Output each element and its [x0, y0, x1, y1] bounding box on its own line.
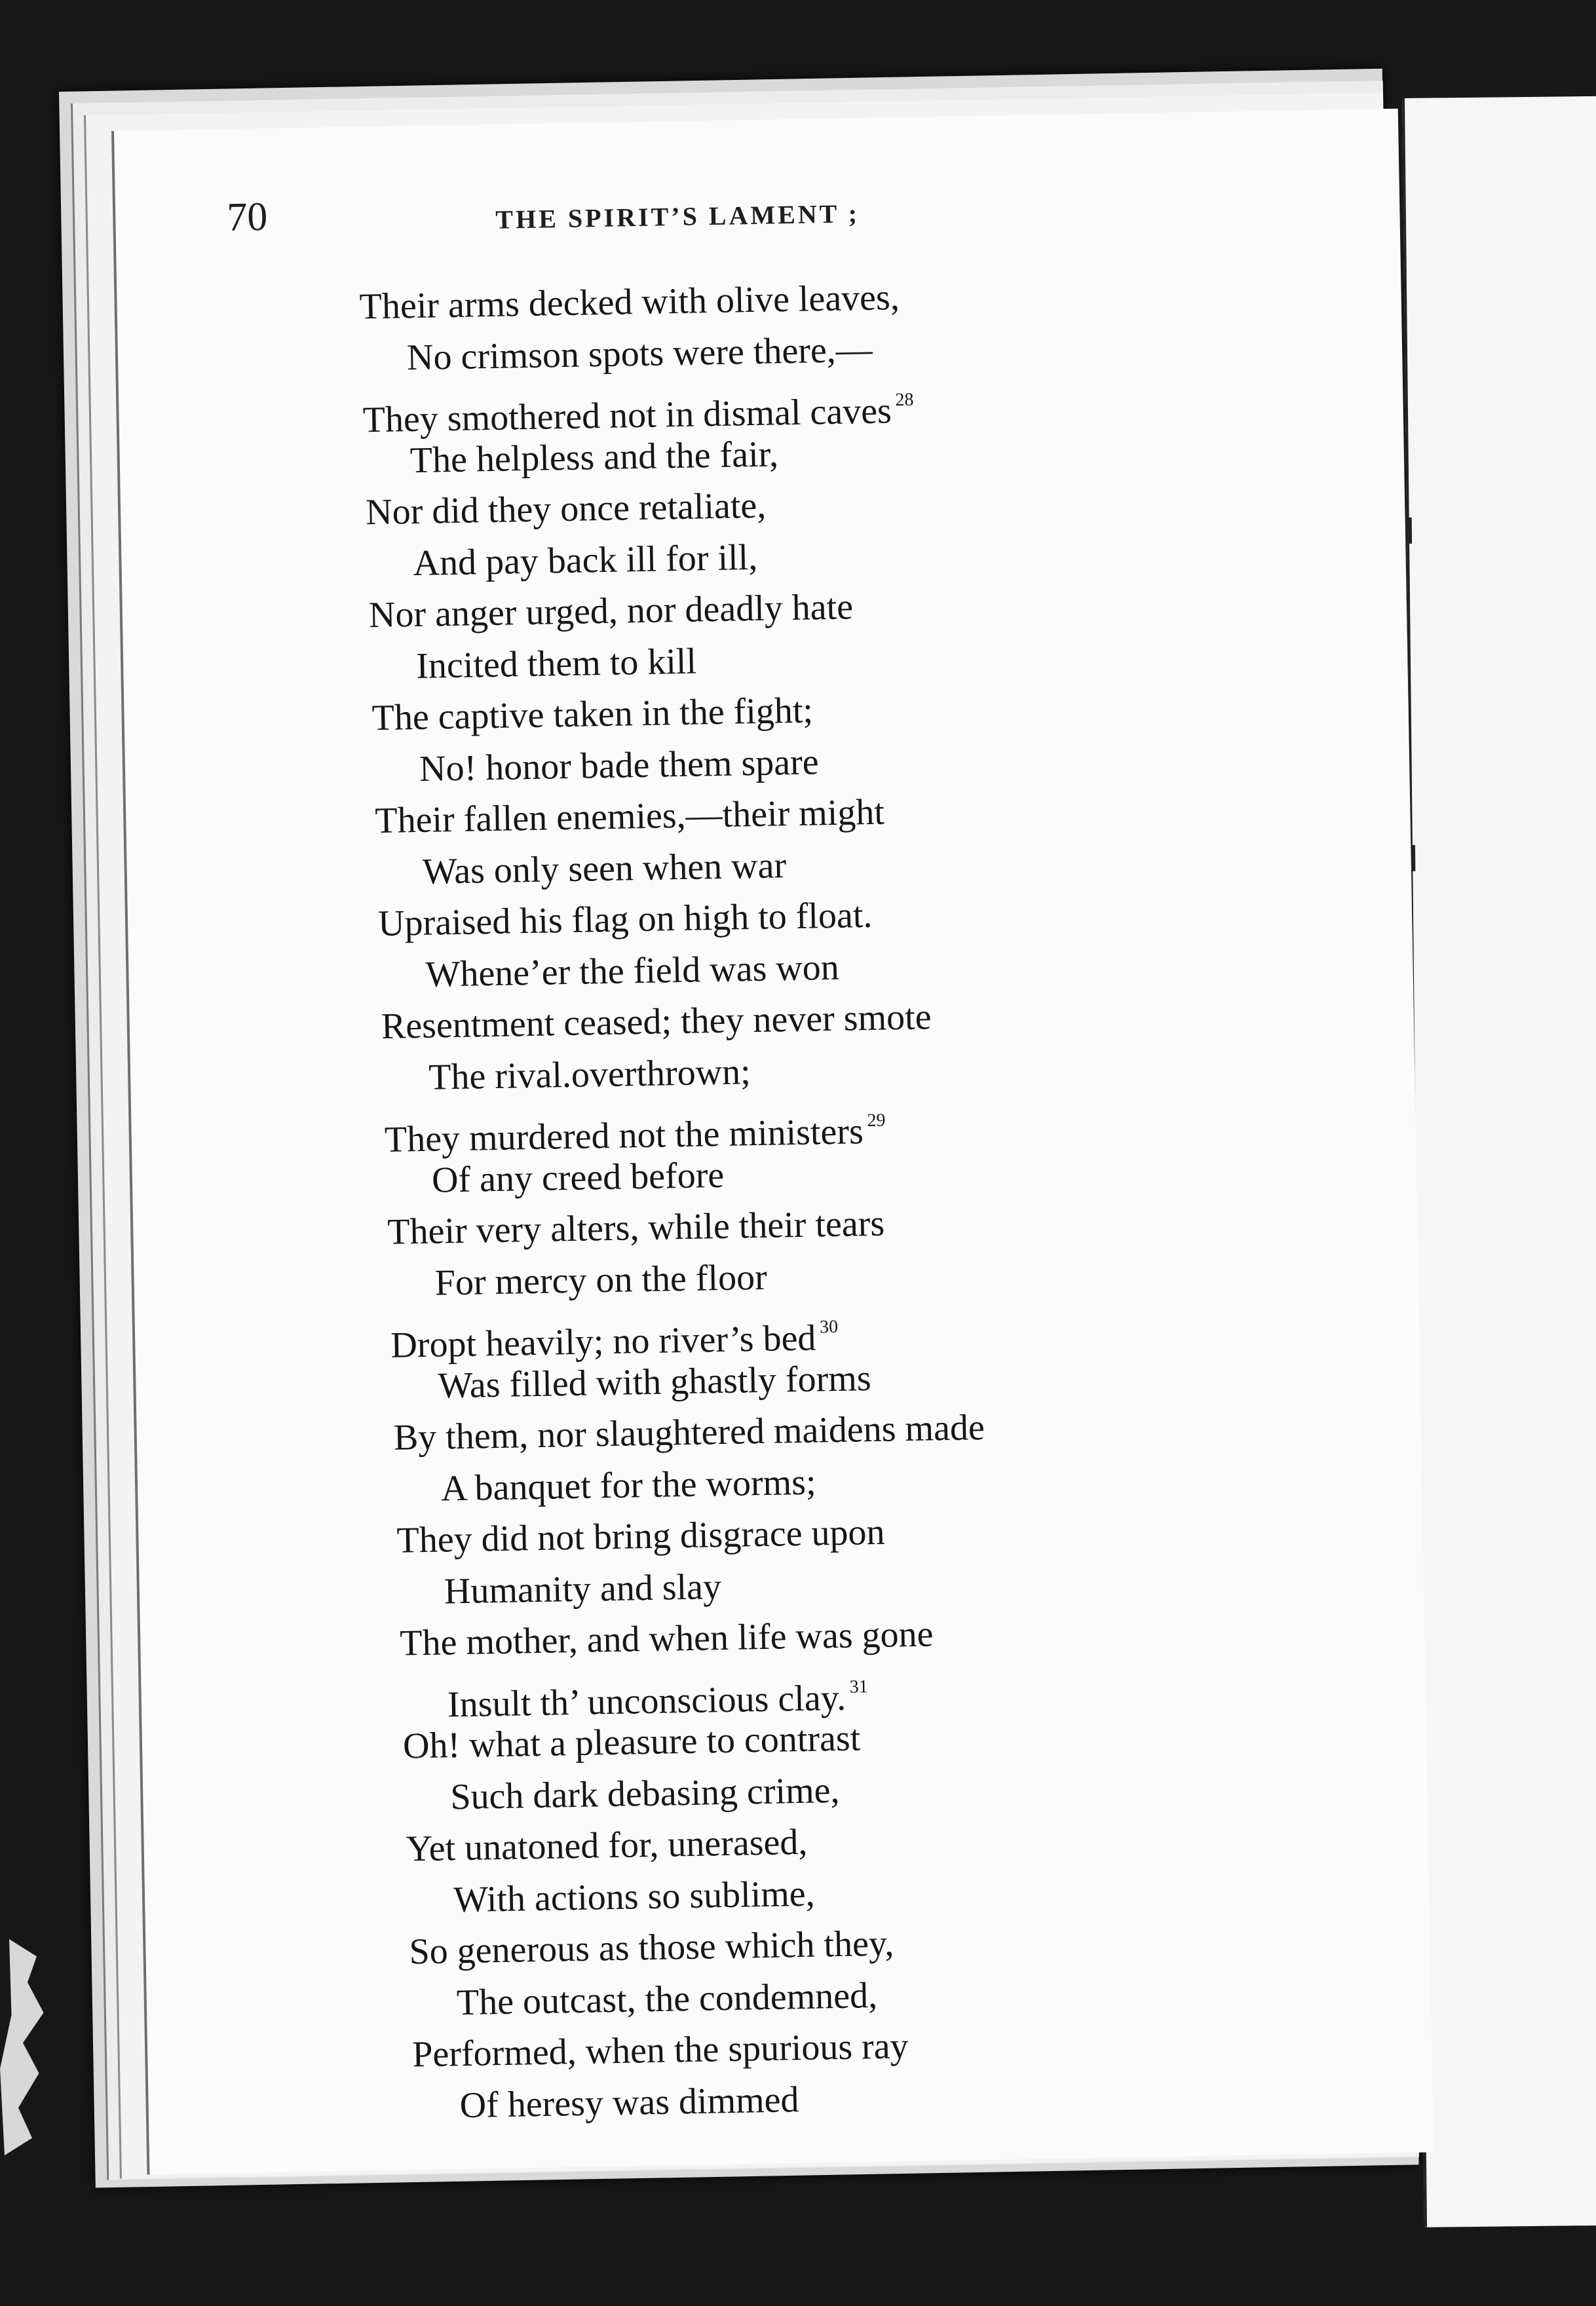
poem-line — [402, 1715, 860, 1769]
poem-line-text: They murdered not the ministers — [384, 1111, 864, 1160]
poem-line-text: No crimson spots were there,— — [406, 329, 873, 378]
book-page — [111, 109, 1434, 2175]
poem-line-text: Resentment ceased; they never smote — [381, 996, 932, 1048]
poem-line — [387, 1201, 885, 1255]
torn-paper-scrap — [0, 1939, 46, 2155]
poem-line-text: Whene’er the field was won — [425, 947, 840, 995]
page-header — [227, 178, 1210, 247]
poem-line-text: Was only seen when war — [422, 844, 787, 892]
poem-line — [431, 1152, 724, 1203]
poem-line — [441, 1459, 816, 1511]
poem-line-text: Insult th’ unconscious clay. — [447, 1677, 846, 1725]
poem-line — [371, 687, 813, 741]
poem-line-text: Their very alters, while their tears — [387, 1203, 885, 1253]
poem-line-text: They did not bring disgrace upon — [396, 1511, 885, 1561]
poem-line-text: The helpless and the fair, — [409, 433, 779, 481]
poem-line — [450, 1767, 840, 1819]
footnote-marker: 31 — [849, 1676, 868, 1697]
footnote-marker: 28 — [895, 389, 914, 411]
poem-line-text: Nor did they once retaliate, — [365, 485, 767, 533]
poem-line — [419, 739, 819, 792]
poem-line — [425, 944, 839, 997]
running-title: THE SPIRIT’S LAMENT ; — [495, 198, 860, 235]
poem-line — [412, 2023, 909, 2077]
poem-line — [375, 789, 885, 844]
poem-line — [400, 1611, 934, 1666]
poem-line — [453, 1870, 816, 1923]
footnote-marker: 30 — [819, 1316, 839, 1338]
poem-line-text: The captive taken in the fight; — [371, 690, 814, 739]
poem-line-text: A banquet for the worms; — [440, 1462, 817, 1509]
poem-line-text: Performed, when the spurious ray — [411, 2026, 909, 2075]
poem-line-text: Oh! what a pleasure to contrast — [402, 1718, 861, 1767]
poem-line-text: Was filled with ghastly forms — [437, 1357, 872, 1407]
poem-line-text: By them, nor slaughtered maidens made — [393, 1407, 985, 1458]
poem-line-text: Their arms decked with olive leaves, — [359, 277, 900, 328]
poem-line — [406, 326, 873, 380]
poem-line-text: They smothered not in dismal caves — [362, 390, 892, 441]
poem-line-text: Their fallen enemies,—their might — [374, 791, 885, 842]
poem-line — [368, 584, 853, 638]
poem-line-text: For mercy on the floor — [434, 1257, 768, 1304]
binding-mark — [1405, 518, 1412, 544]
poem-line — [366, 483, 767, 536]
footnote-marker: 29 — [867, 1110, 886, 1131]
poem-line-text: Dropt heavily; no river’s bed — [390, 1317, 816, 1366]
poem-line-text: Incited them to kill — [415, 641, 697, 687]
poem-line — [413, 534, 758, 586]
poem-line — [447, 1664, 868, 1725]
poem-body — [359, 267, 1374, 2144]
poem-line-text: Upraised his flag on high to float. — [377, 894, 873, 945]
poem-line — [459, 2077, 799, 2128]
poem-line — [444, 1564, 721, 1614]
poem-line — [362, 377, 914, 441]
poem-line — [428, 1049, 751, 1101]
poem-line — [434, 1254, 767, 1306]
poem-line — [378, 892, 873, 947]
poem-line-text: The mother, and when life was gone — [399, 1614, 934, 1664]
poem-line-text: Humanity and slay — [444, 1566, 722, 1612]
poem-line — [409, 1921, 894, 1975]
poem-line — [422, 842, 786, 895]
poem-line-text: And pay back ill for ill, — [413, 537, 758, 584]
poem-line — [416, 638, 697, 689]
poem-line-text: The rival.overthrown; — [428, 1051, 751, 1098]
poem-line-text: With actions so sublime, — [453, 1873, 816, 1920]
poem-line — [381, 994, 932, 1049]
poem-line-text: Of heresy was dimmed — [459, 2079, 800, 2126]
poem-line-text: Nor anger urged, nor deadly hate — [368, 586, 854, 636]
poem-line — [406, 1819, 808, 1872]
poem-line — [359, 274, 900, 330]
poem-line — [396, 1509, 885, 1564]
poem-line — [393, 1405, 985, 1461]
poem-line — [384, 1098, 886, 1160]
poem-line — [456, 1973, 877, 2026]
facing-page — [1402, 96, 1596, 2227]
poem-line — [438, 1355, 871, 1409]
poem-line-text: Such dark debasing crime, — [449, 1769, 840, 1817]
poem-line-text: No! honor bade them spare — [419, 741, 820, 789]
poem-line — [390, 1304, 839, 1366]
poem-line-text: So generous as those which they, — [409, 1923, 894, 1973]
poem-line — [409, 431, 778, 483]
poem-line-text: Yet unatoned for, unerased, — [406, 1821, 808, 1870]
page-number: 70 — [226, 194, 268, 240]
poem-line-text: The outcast, the condemned, — [456, 1975, 878, 2023]
poem-line-text: Of any creed before — [431, 1154, 725, 1201]
